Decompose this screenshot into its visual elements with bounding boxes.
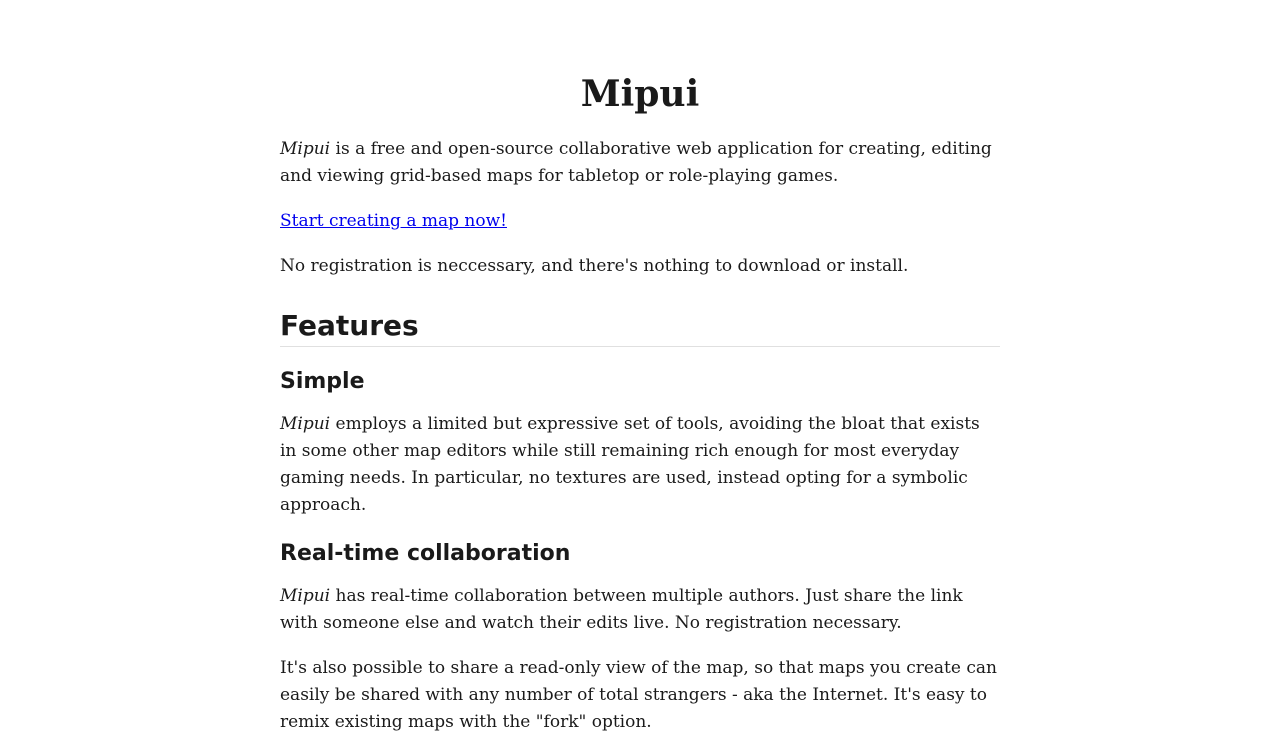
page-content [280,0,1000,736]
brand-name: Mipui [280,586,331,606]
features-heading: Features [280,308,1000,347]
page-title: Mipui [580,73,700,115]
simple-paragraph: Mipui employs a limited but expressive set of tools, avoiding the bloat that exists in some other map editors while still remaining rich enough for most everyday gaming needs. In particular, no textures are used, instead opting for a symbolic approach. [280,414,980,515]
collaboration-heading: Real-time collaboration [280,541,571,566]
brand-name: Mipui [280,139,331,159]
no-registration-paragraph: No registration is neccessary, and there's nothing to download or install. [280,256,909,276]
brand-name: Mipui [280,414,331,434]
simple-heading: Simple [280,369,365,394]
cta-paragraph [280,208,1000,235]
intro-paragraph: Mipui is a free and open-source collaborative web application for creating, editing and viewing grid-based maps for tabletop or role-playing games. [280,139,992,186]
collaboration-paragraph: Mipui has real-time collaboration between multiple authors. Just share the link with someone else and watch their edits live. No registration necessary. [280,586,963,633]
start-creating-map-link[interactable]: Start creating a map now! [280,211,507,231]
read-only-paragraph: It's also possible to share a read-only view of the map, so that maps you create can easily be shared with any number of total strangers - aka the Internet. It's easy to remix existing maps with the "fork" option. [280,658,997,732]
